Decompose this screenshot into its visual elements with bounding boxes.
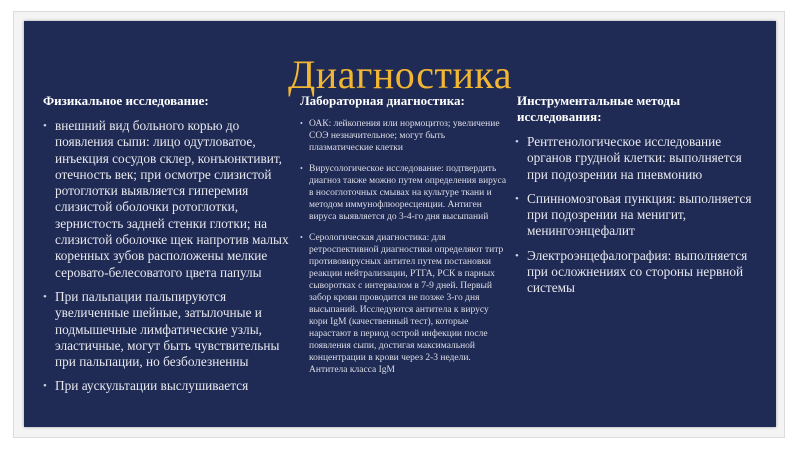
column-heading: Физикальное исследование: <box>43 93 209 108</box>
column-heading: Лабораторная диагностика: <box>300 93 465 108</box>
list-item-text: Вирусологическое исследование: подтвердить диагноз также можно путем определения вируса в носоглоточных смывах на культуре ткани и методом иммунофлюоресценции. Антиген вируса выявляется до 3-4-го дня высыпаний <box>309 164 507 222</box>
bullet-icon: • <box>515 136 519 148</box>
list-item <box>515 248 755 297</box>
bullet-icon: • <box>300 119 303 128</box>
bullet-icon: • <box>43 120 47 132</box>
bullet-icon: • <box>515 192 519 205</box>
bullet-icon: • <box>515 249 519 262</box>
list-item <box>300 163 507 223</box>
bullet-icon: • <box>43 380 47 393</box>
bullet-list <box>515 134 755 297</box>
bullet-icon: • <box>300 233 303 242</box>
column-heading: Инструментальные методы исследования: <box>517 93 681 124</box>
bullet-icon: • <box>43 290 47 303</box>
list-item-text: Спинномозговая пункция: выполняется при подозрении на менигит, менингоэнцефалит <box>527 190 752 239</box>
list-item-text: Рентгенологическое исследование органов грудной клетки: выполняется при подозрении на пневмонию <box>527 134 742 182</box>
list-item-text: Серологическая диагностика: для ретроспективной диагностики определяют титр противовирусных антител путем постановки реакции нейтрализации, РТГА, РСК в парных сыворотках с интервалом в 7-9 дней. Первый забор крови проводится не позже 3-го дня высыпаний. Исследуются антитела к вирусу кори IgM (качественный тест), которые нарастают в период острой инфекции после появления сыпи, достигая максимальной концентрации в крови через 2-3 недели. Антитела класса IgM <box>309 233 504 375</box>
column-instrumental-methods <box>515 93 755 305</box>
list-item-text: Электроэнцефалография: выполняется при осложнениях со стороны нервной системы <box>527 247 748 296</box>
list-item-text: При аускультации выслушивается <box>55 378 249 394</box>
list-item <box>43 378 291 394</box>
list-item <box>43 118 291 281</box>
column-physical-exam <box>43 93 291 403</box>
list-item <box>515 134 755 183</box>
list-item <box>300 232 507 376</box>
slide-title: Диагностика <box>288 52 512 97</box>
column-lab-diagnostics <box>300 93 507 385</box>
bullet-icon: • <box>300 164 303 173</box>
list-item-text: ОАК: лейкопения или нормоцитоз; увеличение СОЭ незначительное; могут быть плазматические клетки <box>309 119 500 153</box>
bullet-list <box>300 118 507 376</box>
list-item-text: внешний вид больного корью до появления сыпи: лицо одутловатое, инъекция сосудов склер, конъюнктивит, отечность век; при осмотре слизистой ротоглотки выявляется гиперемия слизистой оболочки ротоглотки, зернистость задней стенки глотки; на слизистой оболочке щек напротив малых коренных зубов расположены мелкие серовато-белесоватого цвета папулы <box>55 118 289 280</box>
list-item <box>515 191 755 240</box>
slide <box>24 21 776 427</box>
list-item-text: При пальпации пальпируются увеличенные шейные, затылочные и подмышечные лимфатические узлы, эластичные, могут быть чувствительны при пальпации, но безболезненны <box>55 288 280 370</box>
list-item <box>300 118 507 154</box>
list-item <box>43 289 291 370</box>
bullet-list <box>43 118 291 395</box>
